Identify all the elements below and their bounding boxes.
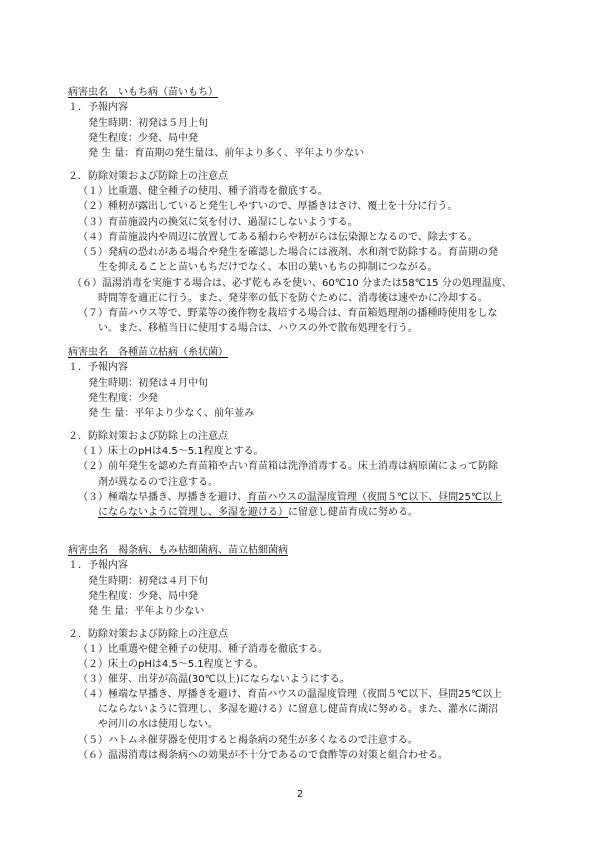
item-text: （３）極端な早播き、厚播きを避け、 [78, 492, 248, 503]
list-item: 剤が異なるので注意する。 [78, 477, 218, 488]
occurrence-amount: 発 生 量：平年より少なく、前年並み [88, 408, 255, 419]
list-item: （６）温湯消毒は褐条病への効果が不十分であるので食酢等の対策と組合わせる。 [78, 750, 448, 761]
list-item: （７）育苗ハウス等で、野菜等の後作物を栽培する場合は、育苗箱処理剤の播種時使用をしな [78, 308, 498, 319]
occurrence-degree: 発生程度：少発、局中発 [88, 133, 198, 144]
page-number: 2 [296, 789, 304, 800]
list-item: （６）温湯消毒を実施する場合は、必ず乾もみを使い、60℃10 分または58℃15 分の処理温度、 [72, 278, 512, 289]
list-item: にならないように管理し、多湿を避ける）に留意し健苗育成に努める。また、灌水に湖沼 [78, 704, 498, 715]
section-title: 病害虫名 各種苗立枯病（糸状菌） [68, 347, 228, 358]
list-item: （５）発病の恐れがある場合や発生を確認した場合には液剤、水和剤で防除する。育苗期の発 [78, 247, 498, 258]
occurrence-degree: 発生程度：少発 [88, 393, 158, 404]
control-heading: ２．防除対策および防除上の注意点 [68, 629, 228, 640]
list-item [78, 491, 502, 504]
list-item [78, 506, 418, 519]
onset-time: 発生時期：初発は５月上旬 [88, 118, 208, 129]
list-item: 生を抑えることと苗いもちだけでなく、本田の葉いもちの抑制につながる。 [78, 262, 438, 273]
list-item: （２）前年発生を認めた育苗箱や古い育苗箱は洗浄消毒する。床土消毒は病原菌によって防除 [78, 461, 498, 472]
forecast-heading: １．予報内容 [68, 560, 128, 571]
control-heading: ２．防除対策および防除上の注意点 [68, 171, 228, 182]
onset-time: 発生時期：初発は４月中旬 [88, 378, 208, 389]
list-item: い。また、移植当日に使用する場合は、ハウスの外で散布処理を行う。 [78, 323, 418, 334]
item-text: に留意し健苗育成に努める。 [288, 507, 418, 518]
onset-time: 発生時期：初発は４月下旬 [88, 576, 208, 587]
item-indent [78, 507, 98, 518]
list-item: （４）育苗施設内や周辺に放置してある稲わらや籾がらは伝染源となるので、除去する。 [78, 232, 478, 243]
list-item: （２）種籾が露出していると発生しやすいので、厚播きはさけ、覆土を十分に行う。 [78, 201, 458, 212]
list-item: （５）ハトムネ催芽器を使用すると褐条病の発生が多くなるので注意する。 [78, 735, 418, 746]
list-item: （１）比重選、健全種子の使用、種子消毒を徹底する。 [78, 186, 328, 197]
underlined-text: にならないように管理し、多湿を避ける） [98, 507, 288, 518]
section-title: 病害虫名 褐条病、もみ枯細菌病、苗立枯細菌病 [68, 545, 288, 556]
occurrence-degree: 発生程度：少発、局中発 [88, 591, 198, 602]
underlined-text: 育苗ハウスの温湿度管理（夜間５℃以下、昼間25℃以上 [247, 492, 503, 503]
forecast-heading: １．予報内容 [68, 102, 128, 113]
list-item: （３）催芽、出芽が高温(30℃以上)にならないようにする。 [78, 674, 350, 685]
list-item: や河川の水は使用しない。 [78, 719, 218, 730]
forecast-heading: １．予報内容 [68, 362, 128, 373]
list-item: （１）比重選や健全種子の使用、種子消毒を徹底する。 [78, 644, 328, 655]
occurrence-amount: 発 生 量：平年より少ない [88, 606, 205, 617]
list-item: （３）育苗施設内の換気に気を付け、過湿にしないようする。 [78, 217, 358, 228]
section-title: 病害虫名 いもち病（苗いもち） [68, 87, 218, 98]
list-item: 時間等を適正に行う。また、発芽率の低下を防ぐために、消毒後は速やかに冷却する。 [78, 293, 488, 304]
control-heading: ２．防除対策および防除上の注意点 [68, 431, 228, 442]
list-item: （４）極端な早播き、厚播きを避け、育苗ハウスの温湿度管理（夜間５℃以下、昼間25℃以上 [78, 689, 503, 700]
occurrence-amount: 発 生 量：育苗期の発生量は、前年より多く、平年より少ない [88, 148, 365, 159]
list-item: （１）床土のpHは4.5～5.1程度とする。 [78, 446, 264, 457]
list-item: （２）床土のpHは4.5～5.1程度とする。 [78, 659, 264, 670]
